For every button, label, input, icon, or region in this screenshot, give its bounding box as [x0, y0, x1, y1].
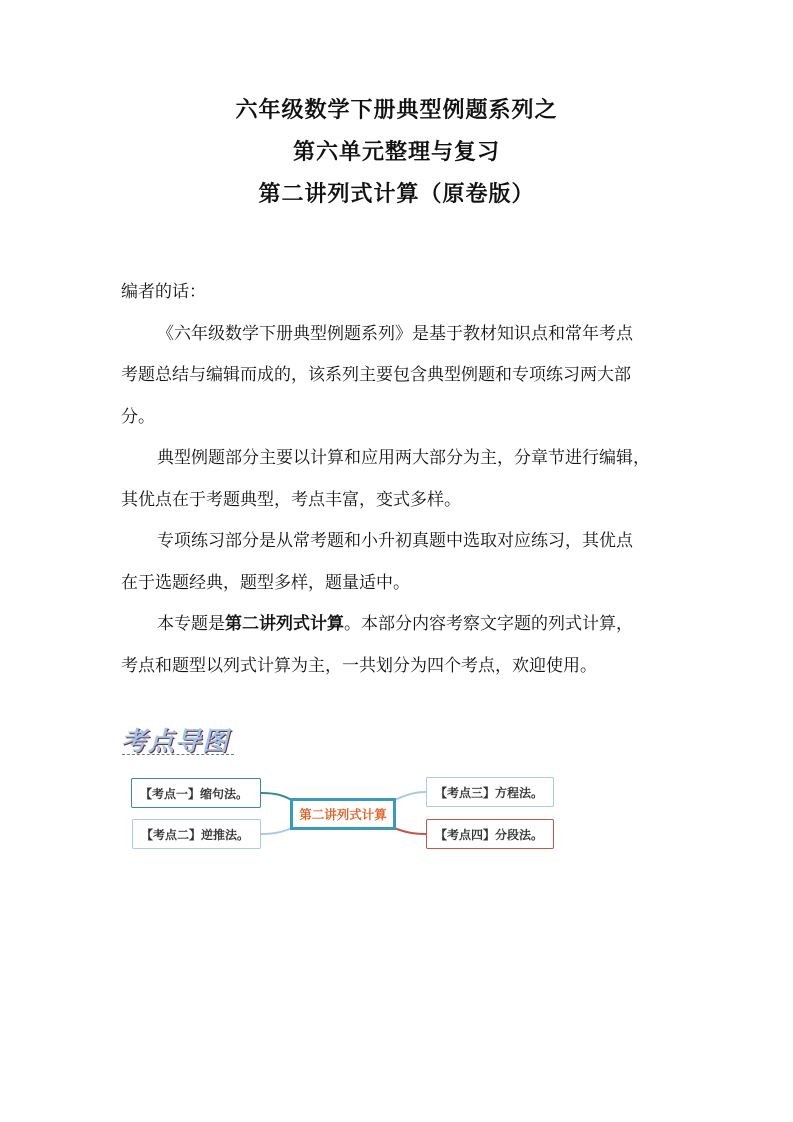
mindmap-center-node: 第二讲列式计算	[290, 798, 396, 830]
paragraph-4-topic: 第二讲列式计算	[225, 614, 344, 634]
paragraph-3-line-1: 专项练习部分是从常考题和小升初真题中选取对应练习，其优点	[157, 531, 633, 551]
title-line-1: 六年级数学下册典型例题系列之	[235, 98, 558, 123]
paragraph-3-line-2: 在于选题经典，题型多样，题量适中。	[121, 572, 410, 593]
paragraph-4-line-1	[121, 604, 681, 646]
paragraph-4-line-2: 考点和题型以列式计算为主，一共划分为四个考点，欢迎使用。	[121, 655, 597, 676]
editor-note-heading: 编者的话：	[121, 282, 206, 302]
title-line-2: 第六单元整理与复习	[292, 140, 500, 165]
paragraph-1-line-2: 考题总结与编辑而成的，该系列主要包含典型例题和专项练习两大部	[121, 365, 631, 385]
mindmap-title-underline	[122, 754, 234, 755]
mindmap-title: 考点导图	[121, 727, 230, 757]
paragraph-4-prefix: 本专题是	[157, 614, 225, 634]
mindmap-node-2: 【考点二】逆推法。	[132, 819, 261, 849]
editor-note	[121, 272, 681, 687]
document-title	[0, 100, 793, 226]
paragraph-4-suffix: 。本部分内容考察文字题的列式计算，	[344, 614, 633, 634]
mindmap-node-1: 【考点一】缩句法。	[131, 778, 261, 808]
paragraph-2-line-1: 典型例题部分主要以计算和应用两大部分为主，分章节进行编辑，	[157, 448, 650, 468]
paragraph-2-line-2: 其优点在于考题典型，考点丰富，变式多样。	[121, 489, 461, 510]
paragraph-1-line-1: 《六年级数学下册典型例题系列》是基于教材知识点和常年考点	[157, 323, 633, 344]
title-line-3: 第二讲列式计算（原卷版）	[258, 182, 535, 207]
paragraph-1-line-3: 分。	[121, 406, 155, 427]
mindmap-node-3: 【考点三】方程法。	[426, 777, 554, 807]
mindmap-node-4: 【考点四】分段法。	[426, 819, 554, 849]
